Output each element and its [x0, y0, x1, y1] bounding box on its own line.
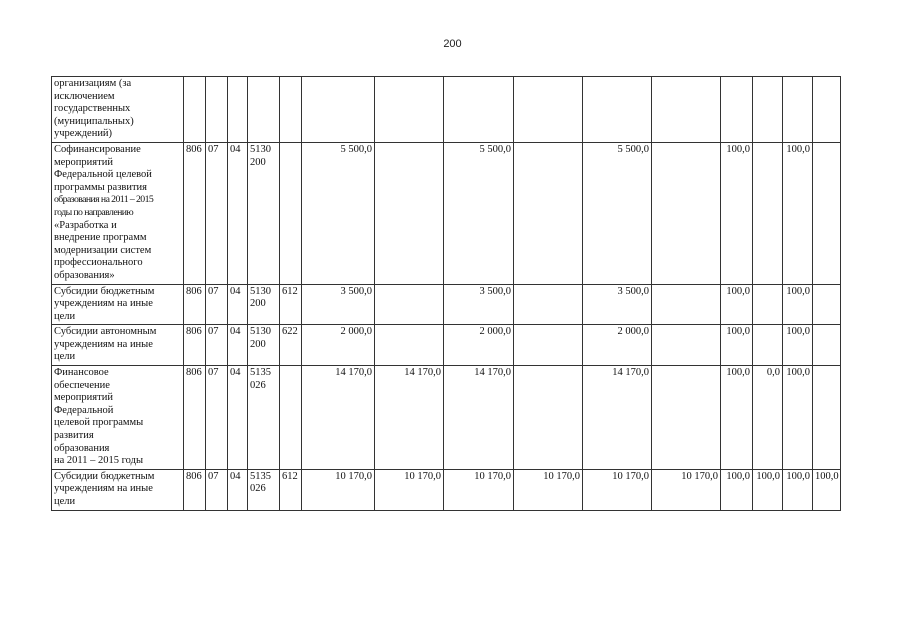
value-cell — [813, 366, 841, 470]
target-article-code: 5135 026 — [248, 366, 280, 470]
value-cell: 10 170,0 — [444, 469, 514, 510]
value-cell: 2 000,0 — [302, 325, 375, 366]
value-cell — [583, 77, 652, 143]
value-cell: 100,0 — [721, 325, 753, 366]
value-cell: 10 170,0 — [375, 469, 444, 510]
value-cell: 14 170,0 — [375, 366, 444, 470]
table-row — [52, 366, 841, 470]
target-article-code: 5135 026 — [248, 469, 280, 510]
subsection-code: 04 — [228, 142, 248, 284]
value-cell — [813, 325, 841, 366]
value-cell — [375, 284, 444, 325]
value-cell: 10 170,0 — [514, 469, 583, 510]
ved-code — [184, 77, 206, 143]
value-cell: 100,0 — [753, 469, 783, 510]
value-cell: 100,0 — [721, 366, 753, 470]
value-cell: 10 170,0 — [583, 469, 652, 510]
table-row — [52, 77, 841, 143]
value-cell: 14 170,0 — [302, 366, 375, 470]
section-code — [206, 77, 228, 143]
row-name: Финансовое обеспечение мероприятий Федеральной целевой программы развития образования на 2011 – 2015 годы — [52, 366, 184, 470]
value-cell — [514, 366, 583, 470]
value-cell — [652, 77, 721, 143]
row-name: Софинансирование мероприятий Федеральной целевой программы развития образования на 2011 – 2015 годы по направлению «Разработка и внедрение программ модернизации систем профессионального образования» — [52, 142, 184, 284]
value-cell: 14 170,0 — [583, 366, 652, 470]
value-cell — [813, 284, 841, 325]
expense-type-code: 622 — [280, 325, 302, 366]
table-row — [52, 284, 841, 325]
table-row — [52, 325, 841, 366]
value-cell — [514, 284, 583, 325]
value-cell: 100,0 — [721, 142, 753, 284]
value-cell — [652, 142, 721, 284]
target-article-code — [248, 77, 280, 143]
subsection-code: 04 — [228, 325, 248, 366]
target-article-code: 5130 200 — [248, 325, 280, 366]
ved-code: 806 — [184, 366, 206, 470]
value-cell: 2 000,0 — [444, 325, 514, 366]
value-cell — [375, 142, 444, 284]
value-cell — [514, 325, 583, 366]
page-number: 200 — [443, 38, 462, 50]
value-cell: 100,0 — [721, 284, 753, 325]
value-cell — [813, 142, 841, 284]
value-cell: 14 170,0 — [444, 366, 514, 470]
value-cell: 100,0 — [783, 469, 813, 510]
expense-type-code — [280, 366, 302, 470]
value-cell: 100,0 — [783, 325, 813, 366]
section-code: 07 — [206, 142, 228, 284]
value-cell: 3 500,0 — [444, 284, 514, 325]
expense-type-code — [280, 77, 302, 143]
value-cell — [375, 325, 444, 366]
value-cell — [753, 77, 783, 143]
section-code: 07 — [206, 469, 228, 510]
value-cell — [652, 325, 721, 366]
row-name: Субсидии бюджетным учреждениям на иные цели — [52, 469, 184, 510]
value-cell: 5 500,0 — [444, 142, 514, 284]
budget-table — [51, 76, 841, 511]
subsection-code — [228, 77, 248, 143]
subsection-code: 04 — [228, 469, 248, 510]
value-cell — [753, 142, 783, 284]
row-name: организациям (за исключением государственных (муниципальных) учреждений) — [52, 77, 184, 143]
value-cell: 10 170,0 — [302, 469, 375, 510]
value-cell: 10 170,0 — [652, 469, 721, 510]
row-name: Субсидии автономным учреждениям на иные цели — [52, 325, 184, 366]
value-cell — [783, 77, 813, 143]
value-cell — [721, 77, 753, 143]
table-row — [52, 469, 841, 510]
value-cell: 5 500,0 — [583, 142, 652, 284]
value-cell: 3 500,0 — [302, 284, 375, 325]
table-row — [52, 142, 841, 284]
value-cell — [444, 77, 514, 143]
ved-code: 806 — [184, 284, 206, 325]
expense-type-code — [280, 142, 302, 284]
expense-type-code: 612 — [280, 469, 302, 510]
target-article-code: 5130 200 — [248, 284, 280, 325]
value-cell — [514, 77, 583, 143]
value-cell: 3 500,0 — [583, 284, 652, 325]
subsection-code: 04 — [228, 366, 248, 470]
value-cell — [514, 142, 583, 284]
value-cell — [375, 77, 444, 143]
value-cell: 100,0 — [721, 469, 753, 510]
section-code: 07 — [206, 284, 228, 325]
ved-code: 806 — [184, 142, 206, 284]
subsection-code: 04 — [228, 284, 248, 325]
value-cell: 5 500,0 — [302, 142, 375, 284]
value-cell: 100,0 — [783, 366, 813, 470]
value-cell: 100,0 — [783, 284, 813, 325]
value-cell: 100,0 — [783, 142, 813, 284]
value-cell — [652, 284, 721, 325]
ved-code: 806 — [184, 469, 206, 510]
section-code: 07 — [206, 366, 228, 470]
row-name: Субсидии бюджетным учреждениям на иные цели — [52, 284, 184, 325]
value-cell — [813, 77, 841, 143]
target-article-code: 5130 200 — [248, 142, 280, 284]
section-code: 07 — [206, 325, 228, 366]
ved-code: 806 — [184, 325, 206, 366]
value-cell — [302, 77, 375, 143]
value-cell: 100,0 — [813, 469, 841, 510]
value-cell — [652, 366, 721, 470]
value-cell — [753, 325, 783, 366]
value-cell — [753, 284, 783, 325]
value-cell: 2 000,0 — [583, 325, 652, 366]
expense-type-code: 612 — [280, 284, 302, 325]
value-cell: 0,0 — [753, 366, 783, 470]
